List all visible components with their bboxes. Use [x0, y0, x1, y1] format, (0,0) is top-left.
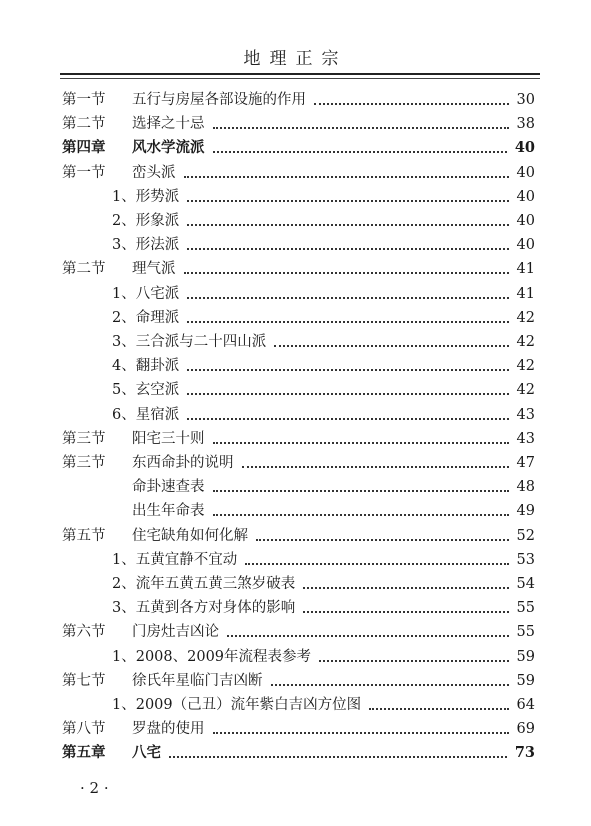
toc-page-number: 55: [516, 600, 535, 617]
toc-dot-leader: [213, 151, 507, 153]
toc-entry-title: 出生年命表: [132, 503, 205, 520]
toc-dot-leader: [187, 369, 509, 371]
toc-page-number: 43: [516, 430, 535, 447]
toc-entry: [62, 477, 535, 497]
toc-dot-leader: [314, 103, 509, 105]
toc-entry: [62, 622, 535, 642]
toc-dot-leader: [187, 418, 509, 420]
toc-entry-title: 风水学流派: [132, 139, 205, 157]
toc-entry: [62, 187, 535, 207]
toc-chapter-label: 第八节: [62, 721, 106, 738]
toc-page-number: 52: [516, 527, 535, 544]
toc-entry-title: 1、五黄宜静不宜动: [112, 551, 238, 568]
toc-entry: [62, 743, 535, 763]
toc-entry: [62, 719, 535, 739]
toc-entry-title: 1、八宅派: [112, 285, 180, 302]
toc-entry: [62, 114, 535, 134]
toc-dot-leader: [187, 200, 509, 202]
toc-entry-title: 选择之十忌: [132, 116, 205, 133]
toc-entry-title: 峦头派: [132, 164, 176, 181]
toc-entry: [62, 235, 535, 255]
page-number: · 2 ·: [80, 779, 109, 797]
toc-entry-title: 住宅缺角如何化解: [132, 527, 248, 544]
toc-chapter-label: 第五章: [62, 744, 106, 762]
toc-page-number: 41: [516, 285, 535, 302]
toc-entry: [62, 138, 535, 158]
toc-chapter-label: 第七节: [62, 672, 106, 689]
toc-dot-leader: [187, 321, 509, 323]
toc-page-number: 40: [514, 139, 535, 157]
toc-dot-leader: [242, 466, 509, 468]
toc-dot-leader: [213, 127, 509, 129]
toc-dot-leader: [169, 756, 507, 758]
toc-dot-leader: [187, 297, 509, 299]
toc-dot-leader: [213, 732, 509, 734]
toc-dot-leader: [184, 176, 509, 178]
toc-chapter-label: 第一节: [62, 92, 106, 108]
toc-page-number: 30: [516, 92, 535, 108]
toc-entry: [62, 356, 535, 376]
toc-entry-title: 4、翻卦派: [112, 358, 180, 375]
toc-chapter-label: 第四章: [62, 139, 106, 157]
toc-entry: [62, 647, 535, 667]
toc-chapter-label: 第二节: [62, 116, 106, 133]
toc-page-number: 53: [516, 551, 535, 568]
toc-dot-leader: [256, 539, 509, 541]
toc-entry-title: 2、命理派: [112, 309, 180, 326]
toc-entry-title: 5、玄空派: [112, 382, 180, 399]
toc-entry: [62, 405, 535, 425]
toc-entry-title: 命卦速查表: [132, 479, 205, 496]
toc-dot-leader: [227, 635, 509, 637]
toc-page-number: 59: [516, 648, 535, 665]
toc-page-number: 73: [514, 744, 535, 762]
toc-page-number: 40: [516, 237, 535, 254]
toc-entry: [62, 550, 535, 570]
toc-entry-title: 门房灶吉凶论: [132, 624, 219, 641]
toc-entry-title: 1、形势派: [112, 188, 180, 205]
toc-dot-leader: [187, 248, 509, 250]
toc-entry: [62, 259, 535, 279]
toc-entry: [62, 501, 535, 521]
toc-entry: [62, 211, 535, 231]
toc-entry: [62, 308, 535, 328]
toc-entry-title: 八宅: [132, 744, 161, 762]
toc-entry-title: 五行与房屋各部设施的作用: [132, 92, 306, 108]
toc-chapter-label: 第一节: [62, 164, 106, 181]
toc-entry: [62, 574, 535, 594]
running-header: 地理正宗: [243, 49, 348, 69]
toc-entry-title: 3、五黄到各方对身体的影响: [112, 600, 296, 617]
header-rule-thin: [60, 78, 540, 79]
toc-entry-title: 罗盘的使用: [132, 721, 205, 738]
toc-dot-leader: [213, 514, 509, 516]
toc-page-number: 64: [516, 697, 535, 713]
toc-chapter-label: 第六节: [62, 624, 106, 641]
toc-chapter-label: 第三节: [62, 430, 106, 447]
toc-entry: [62, 90, 535, 110]
toc-page-number: 55: [516, 624, 535, 641]
toc-entry: [62, 695, 535, 715]
toc-dot-leader: [213, 490, 509, 492]
toc-page-number: 42: [516, 309, 535, 326]
toc-entry-title: 2、流年五黄五黄三煞岁破表: [112, 576, 296, 592]
toc-entry: [62, 332, 535, 352]
toc-entry-title: 3、形法派: [112, 237, 180, 254]
toc-dot-leader: [245, 563, 509, 565]
toc-dot-leader: [274, 345, 509, 347]
toc-page-number: 41: [516, 261, 535, 278]
toc-entry-title: 阳宅三十则: [132, 430, 205, 447]
toc-dot-leader: [303, 611, 509, 613]
toc-entry-title: 2、形象派: [112, 213, 180, 229]
toc-page-number: 38: [516, 116, 535, 133]
toc-entry-title: 徐氏年星临门吉凶断: [132, 672, 263, 689]
toc-chapter-label: 第三节: [62, 455, 106, 471]
toc-entry: [62, 453, 535, 473]
toc-chapter-label: 第二节: [62, 261, 106, 278]
toc-entry: [62, 163, 535, 183]
toc-entry-title: 1、2008、2009年流程表参考: [112, 648, 312, 665]
toc-dot-leader: [271, 684, 509, 686]
toc-entry: [62, 284, 535, 304]
toc-page-number: 69: [516, 721, 535, 738]
toc-dot-leader: [187, 224, 509, 226]
toc-page-number: 49: [516, 503, 535, 520]
toc-dot-leader: [303, 587, 509, 589]
toc-entry-title: 3、三合派与二十四山派: [112, 334, 267, 350]
toc-entry: [62, 526, 535, 546]
toc-page-number: 40: [516, 164, 535, 181]
toc-dot-leader: [213, 442, 509, 444]
toc-dot-leader: [369, 708, 509, 710]
toc-page-number: 40: [516, 213, 535, 229]
toc-page-number: 42: [516, 358, 535, 375]
toc-entry: [62, 671, 535, 691]
toc-dot-leader: [319, 660, 509, 662]
toc-dot-leader: [184, 272, 509, 274]
toc-page-number: 48: [516, 479, 535, 496]
toc-chapter-label: 第五节: [62, 527, 106, 544]
toc-entry-title: 1、2009（己丑）流年紫白吉凶方位图: [112, 697, 362, 713]
toc-page-number: 54: [516, 576, 535, 592]
toc-entry-title: 东西命卦的说明: [132, 455, 234, 471]
header-rule-thick: [60, 73, 540, 75]
toc-page-number: 47: [516, 455, 535, 471]
toc-dot-leader: [187, 393, 509, 395]
toc-entry: [62, 380, 535, 400]
toc-page-number: 40: [516, 188, 535, 205]
toc-entry: [62, 598, 535, 618]
toc-page-number: 42: [516, 382, 535, 399]
toc-page-number: 43: [516, 406, 535, 423]
toc-entry-title: 6、星宿派: [112, 406, 180, 423]
toc-page-number: 59: [516, 672, 535, 689]
toc-page-number: 42: [516, 334, 535, 350]
toc-entry-title: 理气派: [132, 261, 176, 278]
toc-entry: [62, 429, 535, 449]
